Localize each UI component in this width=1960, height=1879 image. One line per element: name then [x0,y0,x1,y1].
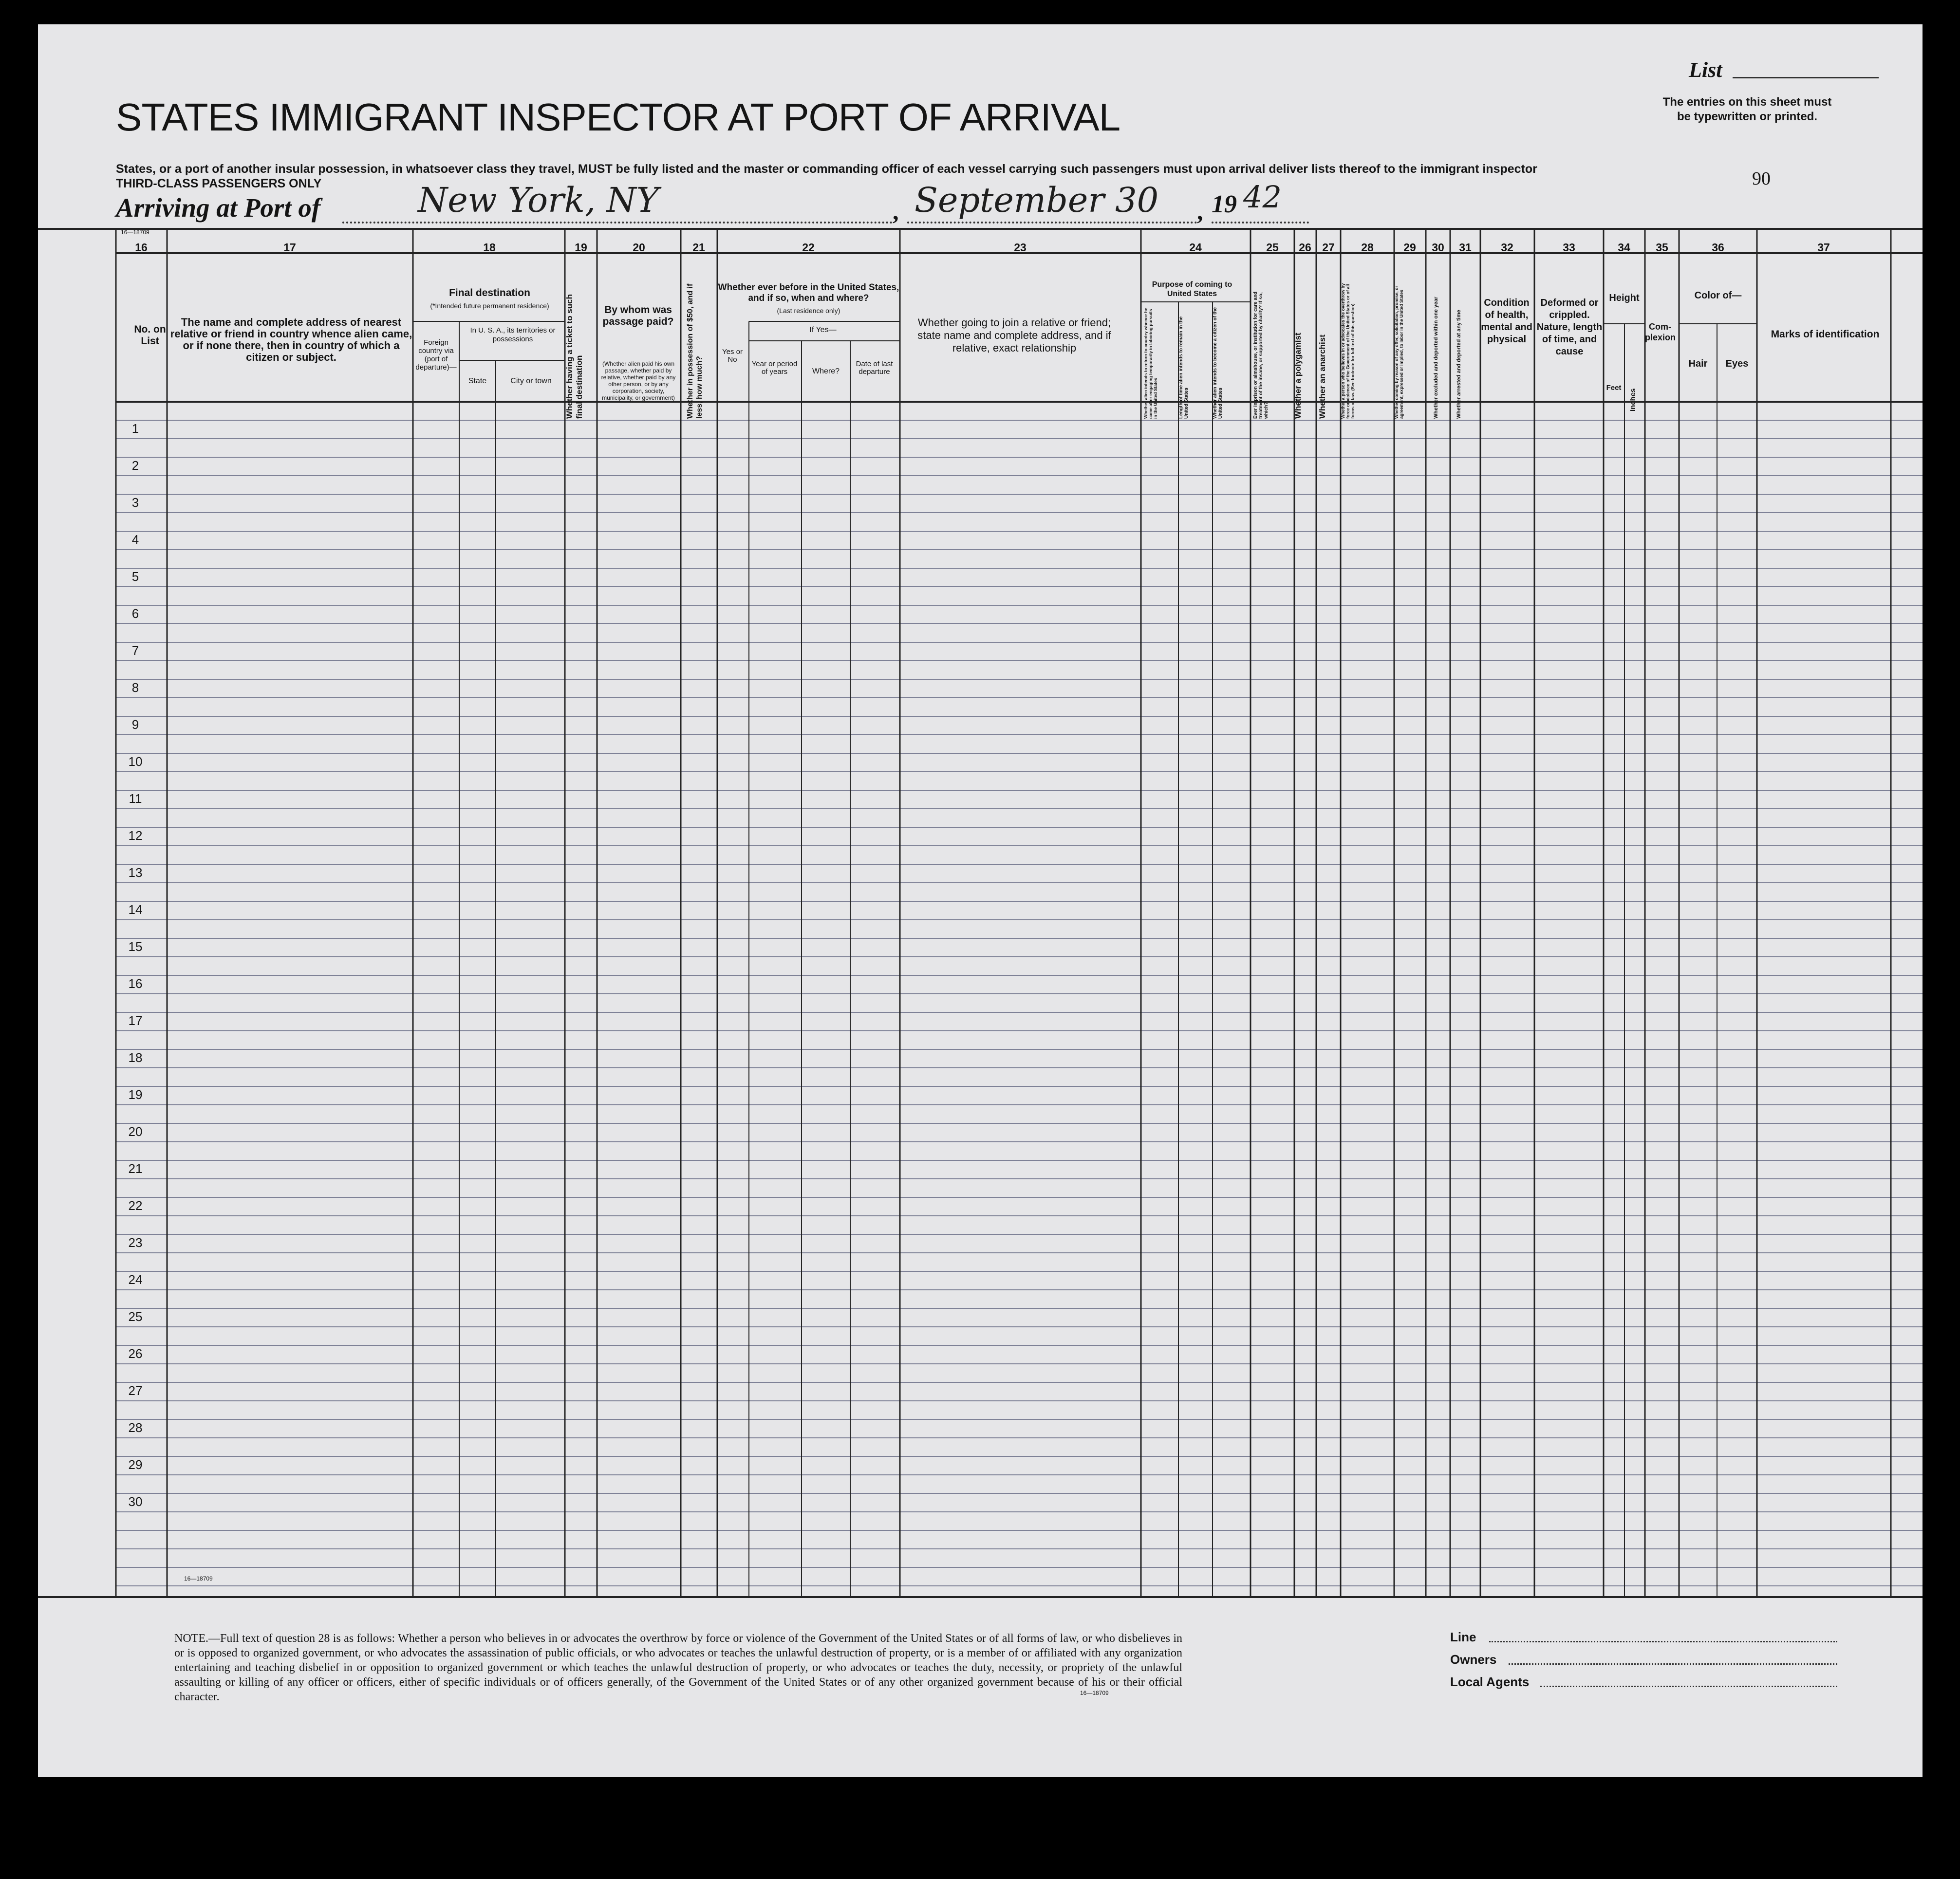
column-number: 36 [1712,241,1724,254]
column-number: 26 [1299,241,1311,254]
line-label: Line [1450,1630,1476,1644]
owners-dotted [1509,1663,1837,1665]
row-number: 22 [128,1198,143,1213]
column-number: 18 [483,241,496,254]
row-number: 4 [131,532,139,547]
row-number: 14 [128,902,143,917]
comma: , [1197,198,1203,225]
typewritten-note-1: The entries on this sheet must [1662,95,1832,109]
col32-header: Condition of health, mental and physical [1481,298,1532,345]
col23-header: Whether going to join a relative or friend; state name and complete address, and if relative, exact relationship [917,316,1111,354]
form-subtitle: States, or a port of another insular possession, in whatsoever class they travel, MUST be fully listed and the master or commanding officer of each vessel carrying such passengers must upon arrival deliver lists thereof to the immigrant inspector [116,162,1537,176]
col29-header: Whether coming by reason of any offer, solicitation, promise, or agreement, expressed or implied, to labor in the United States [1394,285,1404,419]
row-number: 8 [131,680,139,695]
col16-header: No. on List [134,324,166,347]
row-number: 12 [128,828,143,843]
row-number: 13 [128,865,143,880]
line-dotted [1489,1641,1837,1642]
year-prefix: 19 [1212,190,1237,218]
column-number: 31 [1459,241,1472,254]
col18-usa: In U. S. A., its territories or possessions [470,326,556,343]
column-number: 21 [692,241,705,254]
row-number: 15 [128,939,143,954]
col22-year: Year or period of years [751,360,798,376]
column-number: 25 [1266,241,1279,254]
col21-header: Whether in possession of $50, and if less, how much? [686,283,704,419]
row-number: 19 [128,1087,143,1102]
col24-title: Purpose of coming to United States [1152,280,1232,298]
col30-header: Whether excluded and deported within one year [1433,297,1439,419]
col18-sub: (*Intended future permanent residence) [430,302,549,310]
col36-hair: Hair [1688,358,1708,369]
row-number: 17 [128,1013,143,1028]
comma: , [893,198,899,225]
col27-header: Whether an anarchist [1318,335,1327,419]
col18-title: Final destination [449,287,530,298]
column-number: 19 [575,241,587,254]
row-number: 11 [129,791,142,806]
agents-label: Local Agents [1450,1674,1530,1689]
col24-b: Length of time alien intends to remain in the United States [1178,316,1189,419]
column-number: 23 [1014,241,1027,254]
col22-ifyes: If Yes— [809,326,837,334]
col20-sub: (Whether alien paid his own passage, whether paid by relative, whether paid by any other person, or by any corporation, society, municipality, or government) [601,360,676,401]
row-number: 21 [128,1161,143,1176]
col37-header: Marks of identification [1771,329,1880,340]
typewritten-note-2: be typewritten or printed. [1677,110,1818,123]
col17-header: The name and complete address of nearest relative or friend in country whence alien came, or if none there, then in country of which a citizen or subject. [170,316,412,363]
col33-header: Deformed or crippled. Nature, length of time, and cause [1536,298,1603,357]
col22-yesno: Yes or No [722,348,743,364]
row-number: 18 [128,1050,143,1065]
col22-sub: (Last residence only) [777,307,840,315]
column-number: 22 [802,241,815,254]
column-number: 29 [1403,241,1416,254]
column-number: 27 [1322,241,1335,254]
col22-date: Date of last departure [856,360,893,376]
column-number: 30 [1432,241,1444,254]
col19-header: Whether having a ticket to such final destination [565,294,584,419]
table-grid [38,24,1923,1777]
col26-header: Whether a polygamist [1293,333,1303,419]
row-rules [116,402,1923,1586]
col18-foreign: Foreign country via (port of departure)— [415,338,457,372]
row-number: 28 [128,1420,143,1435]
col20-title: By whom was passage paid? [602,304,674,327]
agents-dotted [1540,1686,1837,1687]
row-number: 27 [128,1383,143,1398]
column-number: 17 [283,241,296,254]
port-label: Arriving at Port of [116,193,321,223]
col24-c: Whether alien intends to become a citizen of the United States [1213,307,1223,419]
row-number: 7 [131,643,139,658]
row-number: 16 [128,976,143,991]
row-number: 1 [131,421,139,436]
form-code-footer: 16—18709 [1080,1690,1109,1696]
col36-title: Color of— [1694,290,1742,301]
year-value: 42 [1243,179,1282,215]
row-number: 23 [128,1235,143,1250]
row-number: 29 [128,1457,143,1472]
footnote: NOTE.—Full text of question 28 is as follows: Whether a person who believes in or advocates the overthrow by force or violence of the Government of the United States or of all forms of law, or who disbelieves in or is opposed to organized government, or who advocates the assassination of public officials, or who advocates or teaches the unlawful destruction of property, or is a member of or affiliated with any organization entertaining and teaching disbelief in or opposition to organized government or which teaches the unlawful destruction of property, or who advocates or teaches the duty, necessity, or propriety of the unlawful assaulting or killing of any officer or officers, either of specific individuals or of officers generally, of the Government of the United States or of any other organized government because of his or their official character. [174,1632,1182,1703]
col36-eyes: Eyes [1725,358,1749,369]
row-number: 25 [128,1309,143,1324]
row-number: 10 [128,754,143,769]
col35-header: Com-plexion [1645,322,1676,342]
col34-title: Height [1609,293,1640,303]
port-value: New York, NY [418,180,659,220]
col18-state: State [468,377,487,385]
row-number: 5 [131,569,139,584]
row-number: 20 [128,1124,143,1139]
row-number: 30 [128,1494,143,1509]
class-line: THIRD-CLASS PASSENGERS ONLY [116,177,322,190]
column-number: 35 [1656,241,1668,254]
column-number: 28 [1361,241,1374,254]
col25-header: Ever in prison or almshouse, or institution for care and treatment of the insane, or supported by charity? If so, which? [1253,291,1269,419]
page-number: 90 [1752,168,1771,189]
row-number: 2 [131,458,139,473]
form-title: STATES IMMIGRANT INSPECTOR AT PORT OF ARRIVAL [116,95,1120,139]
row-number: 9 [131,717,139,732]
column-number: 34 [1618,241,1630,254]
col22-title: Whether ever before in the United States, and if so, when and where? [718,282,899,303]
list-label: List [1689,58,1722,82]
date-value: September 30 [915,180,1159,220]
col31-header: Whether arrested and deported at any time [1456,310,1462,419]
row-number: 6 [131,606,139,621]
col34-feet: Feet [1606,384,1622,392]
manifest-sheet [38,24,1923,1777]
owners-label: Owners [1450,1652,1497,1667]
column-number: 37 [1817,241,1830,254]
col34-inches: Inches [1629,388,1637,411]
col24-a: Whether alien intends to return to country whence he came after engaging temporarily in laboring pursuits in the United States [1143,307,1158,419]
col18-city: City or town [510,377,552,385]
column-number: 24 [1189,241,1202,254]
form-code-bottom: 16—18709 [184,1575,213,1582]
row-number: 24 [128,1272,143,1287]
form-code-top: 16—18709 [121,229,149,236]
row-number: 26 [128,1346,143,1361]
col28-header: Whether a person who believes in or advocates the overthrow by force or violence of the Government of the United States or of all forms of law. (See footnote for full text of this question) [1341,283,1355,419]
column-number: 20 [633,241,645,254]
row-number: 3 [131,495,139,510]
col22-where: Where? [812,367,840,375]
column-number: 33 [1563,241,1575,254]
column-number: 16 [135,241,148,254]
column-number: 32 [1501,241,1513,254]
